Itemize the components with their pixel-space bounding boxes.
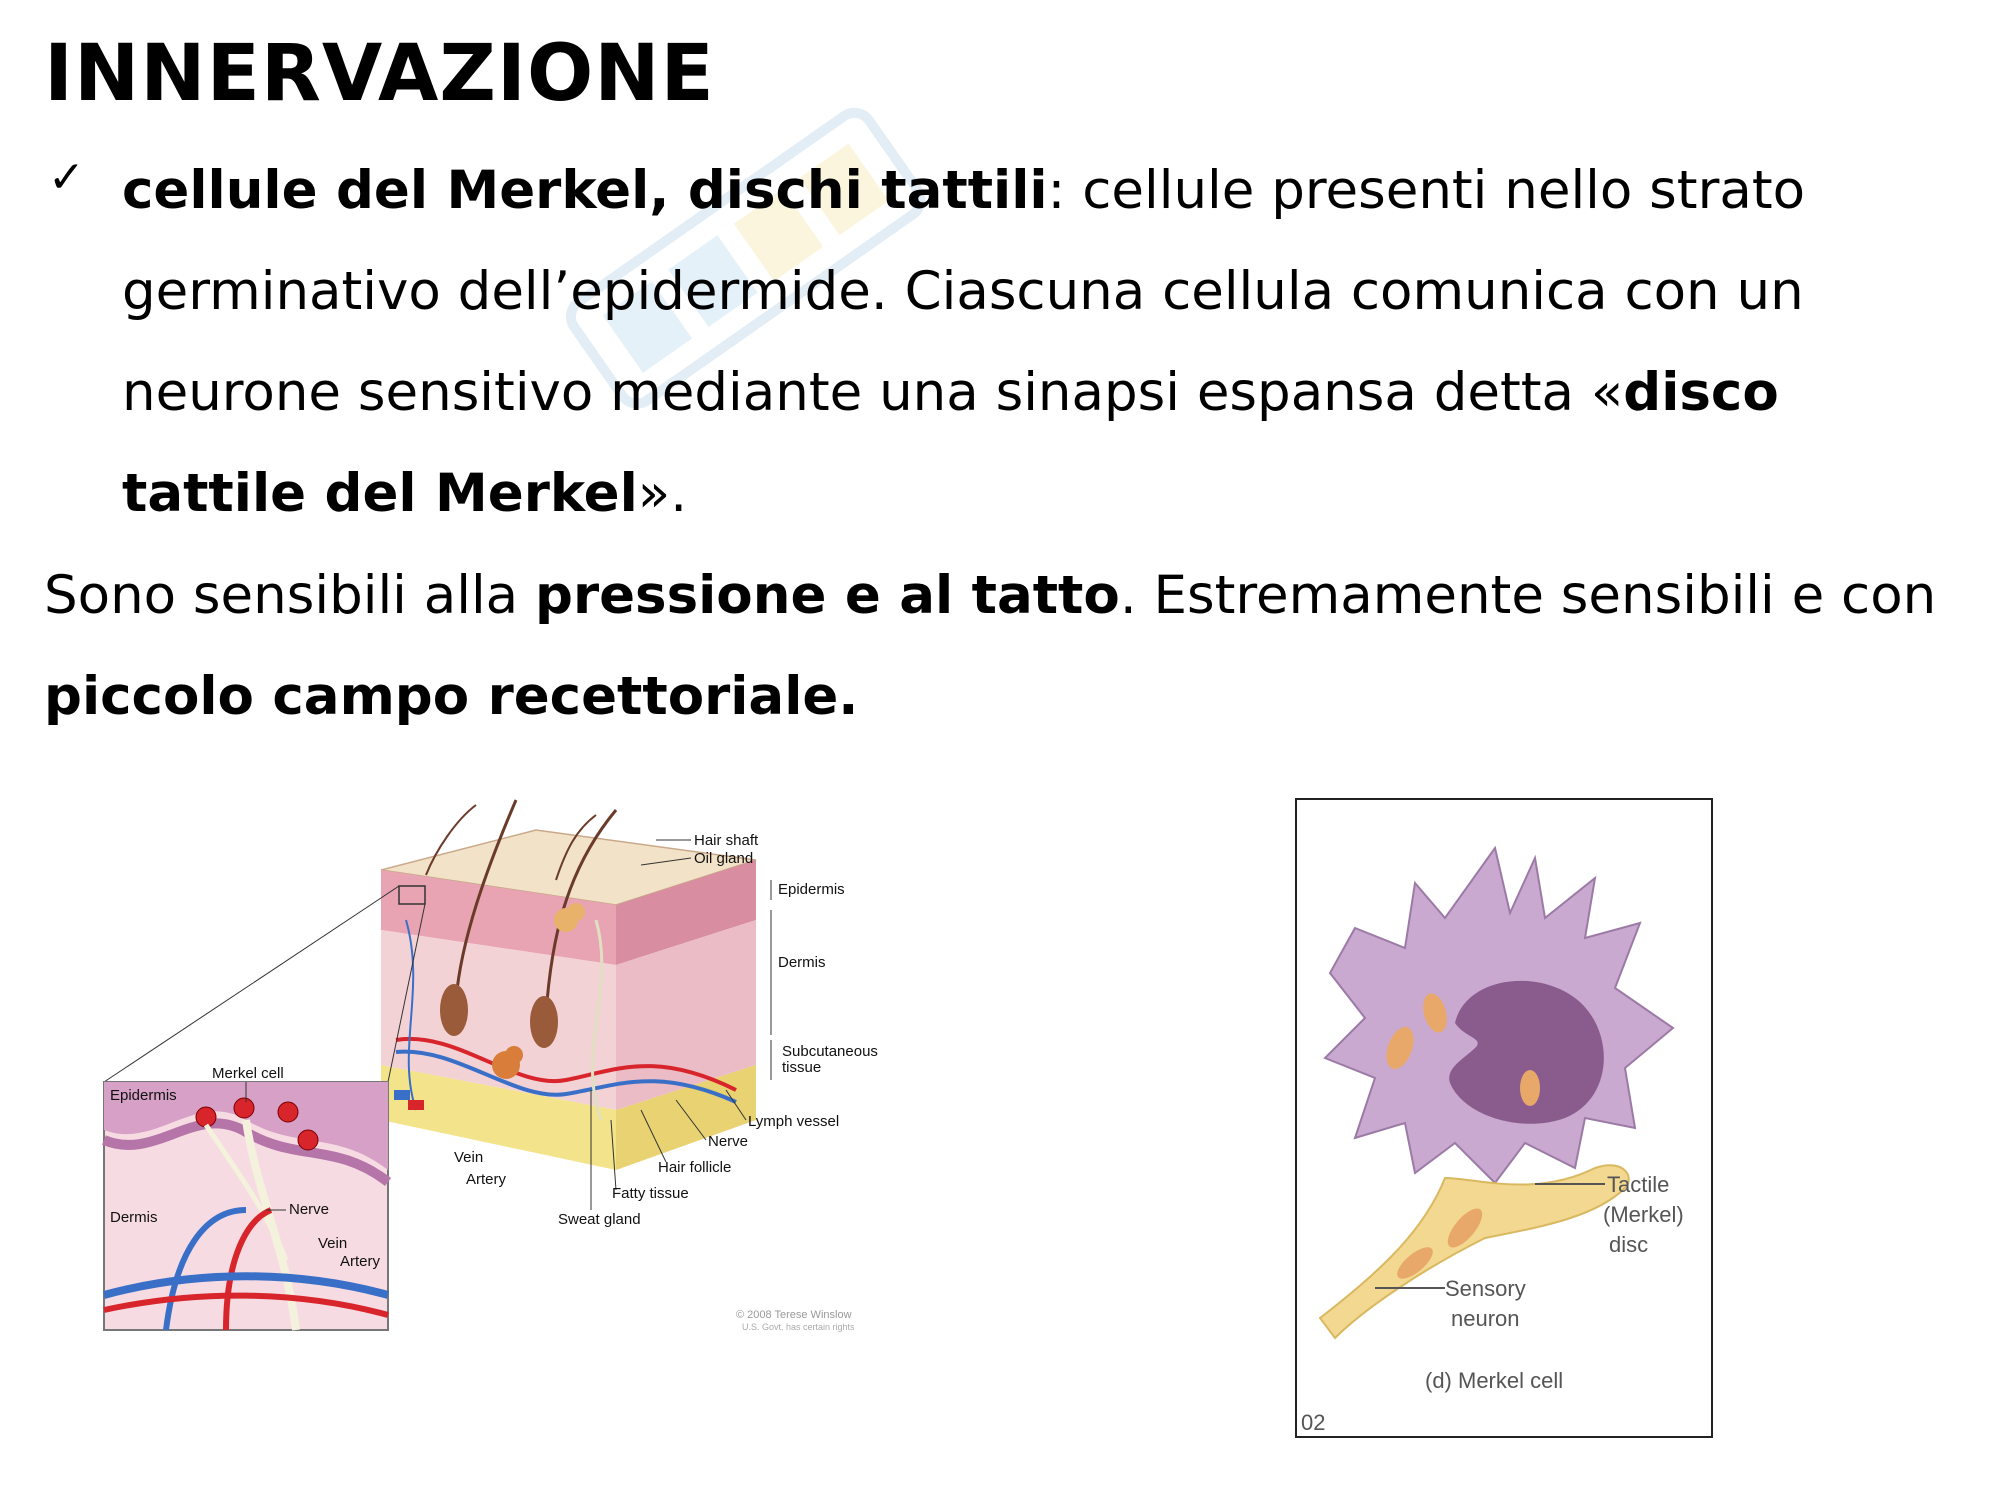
label-vein: Vein (454, 1149, 484, 1166)
skin-diagram (96, 790, 916, 1350)
label-fatty-tissue: Fatty tissue (612, 1185, 689, 1202)
summary-paragraph (44, 545, 1974, 747)
figure-credit: © 2008 Terese Winslow (736, 1309, 852, 1321)
inset-label-merkel-cell: Merkel cell (212, 1065, 284, 1082)
label-neuron: neuron (1451, 1306, 1520, 1331)
label-tactile-disc: disc (1609, 1232, 1649, 1257)
label-artery: Artery (466, 1171, 507, 1188)
label-nerve: Nerve (708, 1133, 749, 1150)
label-sweat-gland: Sweat gland (558, 1211, 641, 1228)
merkel-cell-diagram (1295, 798, 1713, 1438)
figure-caption: (d) Merkel cell (1425, 1368, 1564, 1393)
bullet-definition: : cellule presenti nello strato germinativo dell’epidermide. Ciascuna cellula comunica con un neurone sensitivo mediante una sinapsi espansa detta « (122, 160, 1806, 423)
label-tactile-merkel: (Merkel) (1603, 1202, 1684, 1227)
label-oil-gland: Oil gland (694, 850, 754, 867)
bullet-term: cellule del Merkel, dischi tattili (122, 160, 1048, 221)
inset-label-vein: Vein (318, 1235, 348, 1252)
summary-text-2: . Estremamente sensibili e con (1119, 565, 1937, 626)
inset-label-dermis: Dermis (110, 1209, 158, 1226)
merkel-inset (104, 1065, 388, 1330)
checkmark-icon: ✓ (48, 152, 85, 203)
summary-bold-2: piccolo campo recettoriale. (44, 666, 859, 727)
label-sensory: Sensory (1445, 1276, 1526, 1301)
inset-label-nerve: Nerve (289, 1201, 330, 1218)
bullet-term-disc: disco tattile del Merkel (122, 362, 1779, 524)
inset-label-epidermis: Epidermis (110, 1087, 177, 1104)
bullet-end: ». (637, 463, 688, 524)
page-title: INNERVAZIONE (44, 29, 715, 119)
bullet-text (122, 140, 1962, 544)
summary-text-1: Sono sensibili alla (44, 565, 536, 626)
label-tissue: tissue (782, 1059, 822, 1076)
label-epidermis: Epidermis (778, 881, 845, 898)
label-subcutaneous: Subcutaneous (782, 1043, 878, 1060)
summary-bold-1: pressione e al tatto (535, 565, 1120, 626)
figure-corner-number: 02 (1301, 1410, 1326, 1435)
label-hair-shaft: Hair shaft (694, 832, 759, 849)
label-tactile: Tactile (1607, 1172, 1670, 1197)
label-hair-follicle: Hair follicle (658, 1159, 732, 1176)
label-lymph-vessel: Lymph vessel (748, 1113, 840, 1130)
label-dermis: Dermis (778, 954, 826, 971)
figure-credit-rights: U.S. Govt. has certain rights (742, 1322, 855, 1332)
inset-label-artery: Artery (340, 1253, 381, 1270)
